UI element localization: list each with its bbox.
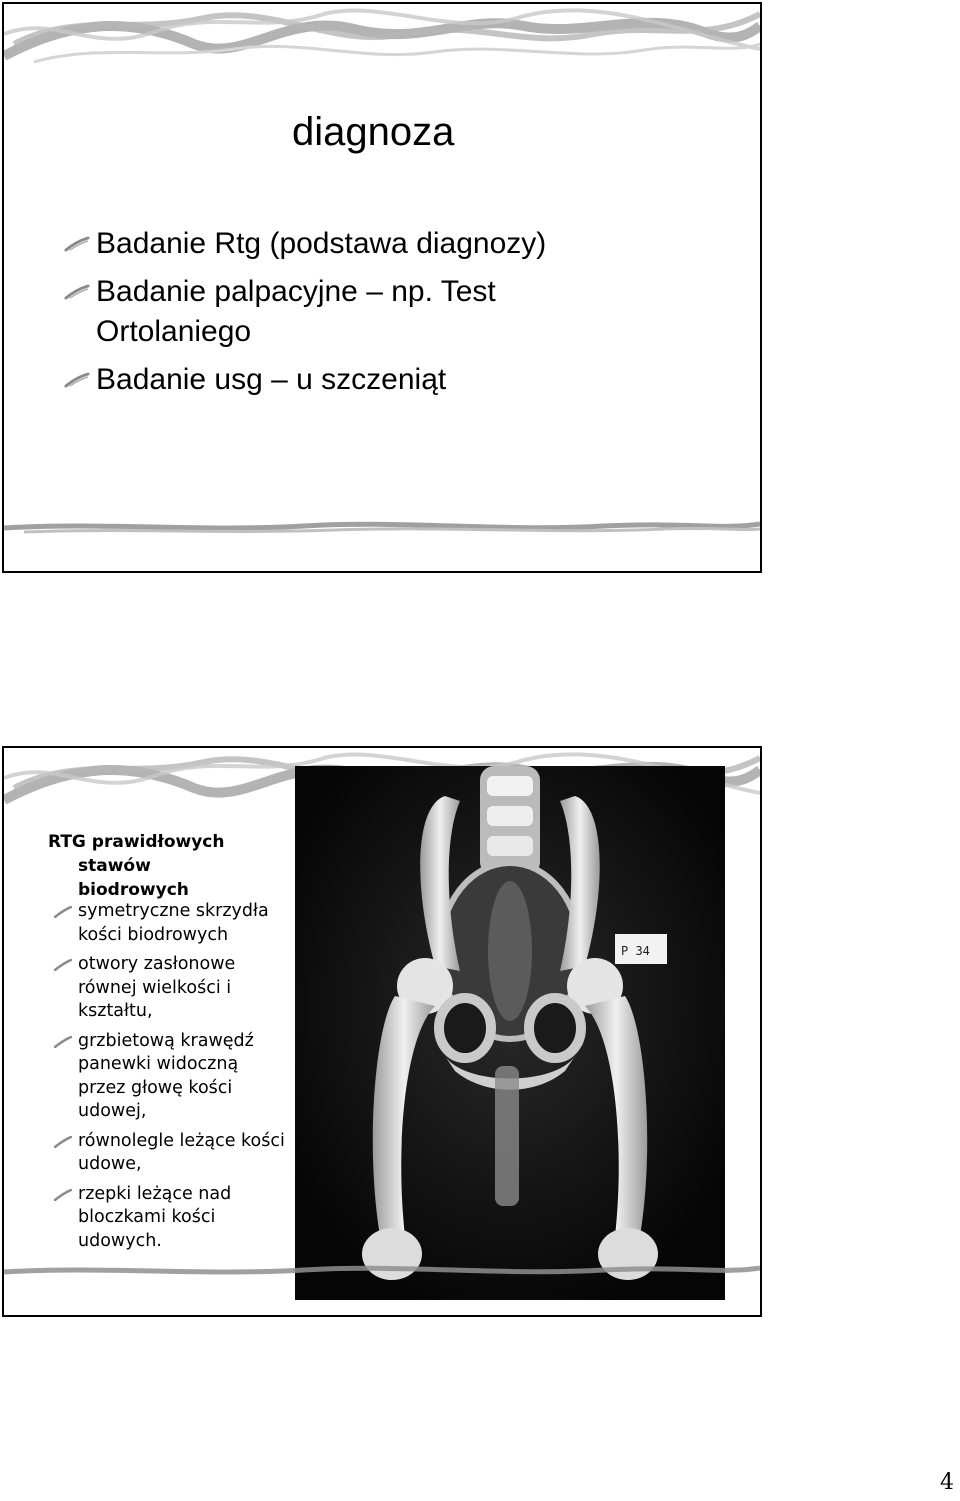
- xray-label: P 34: [621, 944, 650, 958]
- bullet-text: rzepki leżące nad bloczkami kości udowych.: [78, 1183, 232, 1251]
- brush-swirl-decoration-bottom: [4, 1260, 760, 1280]
- bullet-text: symetryczne skrzydła kości biodrowych: [78, 901, 269, 945]
- feather-stroke-icon: [54, 1136, 72, 1148]
- heading-line: stawów: [78, 856, 151, 876]
- slide-title: diagnoza: [292, 110, 455, 154]
- list-item: [64, 224, 624, 264]
- heading-line: biodrowych: [78, 880, 189, 900]
- list-item: [64, 272, 624, 352]
- bullet-text: równolegle leżące kości udowe,: [78, 1130, 285, 1174]
- list-item: [48, 900, 288, 947]
- list-item: [64, 360, 624, 400]
- feather-stroke-icon: [64, 372, 90, 388]
- list-item: [48, 1183, 288, 1254]
- bullet-list: [64, 224, 624, 408]
- bullet-text: Badanie palpacyjne – np. Test Ortolaniego: [96, 275, 496, 348]
- slide-heading: [48, 830, 278, 902]
- feather-stroke-icon: [54, 959, 72, 971]
- bullet-text: Badanie Rtg (podstawa diagnozy): [96, 227, 547, 260]
- list-item: [48, 953, 288, 1024]
- brush-swirl-decoration-top: [4, 4, 760, 64]
- bullet-list: [48, 900, 288, 1259]
- feather-stroke-icon: [64, 284, 90, 300]
- hip-xray-image: [295, 766, 725, 1300]
- slide-1: [2, 2, 762, 573]
- list-item: [48, 1130, 288, 1177]
- feather-stroke-icon: [64, 236, 90, 252]
- slide-2: [2, 746, 762, 1317]
- page-number: 4: [940, 1470, 954, 1495]
- list-item: [48, 1030, 288, 1124]
- heading-line: RTG prawidłowych: [48, 832, 225, 852]
- brush-swirl-decoration-bottom: [4, 516, 760, 536]
- bullet-text: grzbietową krawędź panewki widoczną przez głowę kości udowej,: [78, 1030, 254, 1121]
- feather-stroke-icon: [54, 1189, 72, 1201]
- feather-stroke-icon: [54, 906, 72, 918]
- bullet-text: otwory zasłonowe równej wielkości i kształtu,: [78, 954, 236, 1021]
- feather-stroke-icon: [54, 1036, 72, 1048]
- bullet-text: Badanie usg – u szczeniąt: [96, 363, 447, 396]
